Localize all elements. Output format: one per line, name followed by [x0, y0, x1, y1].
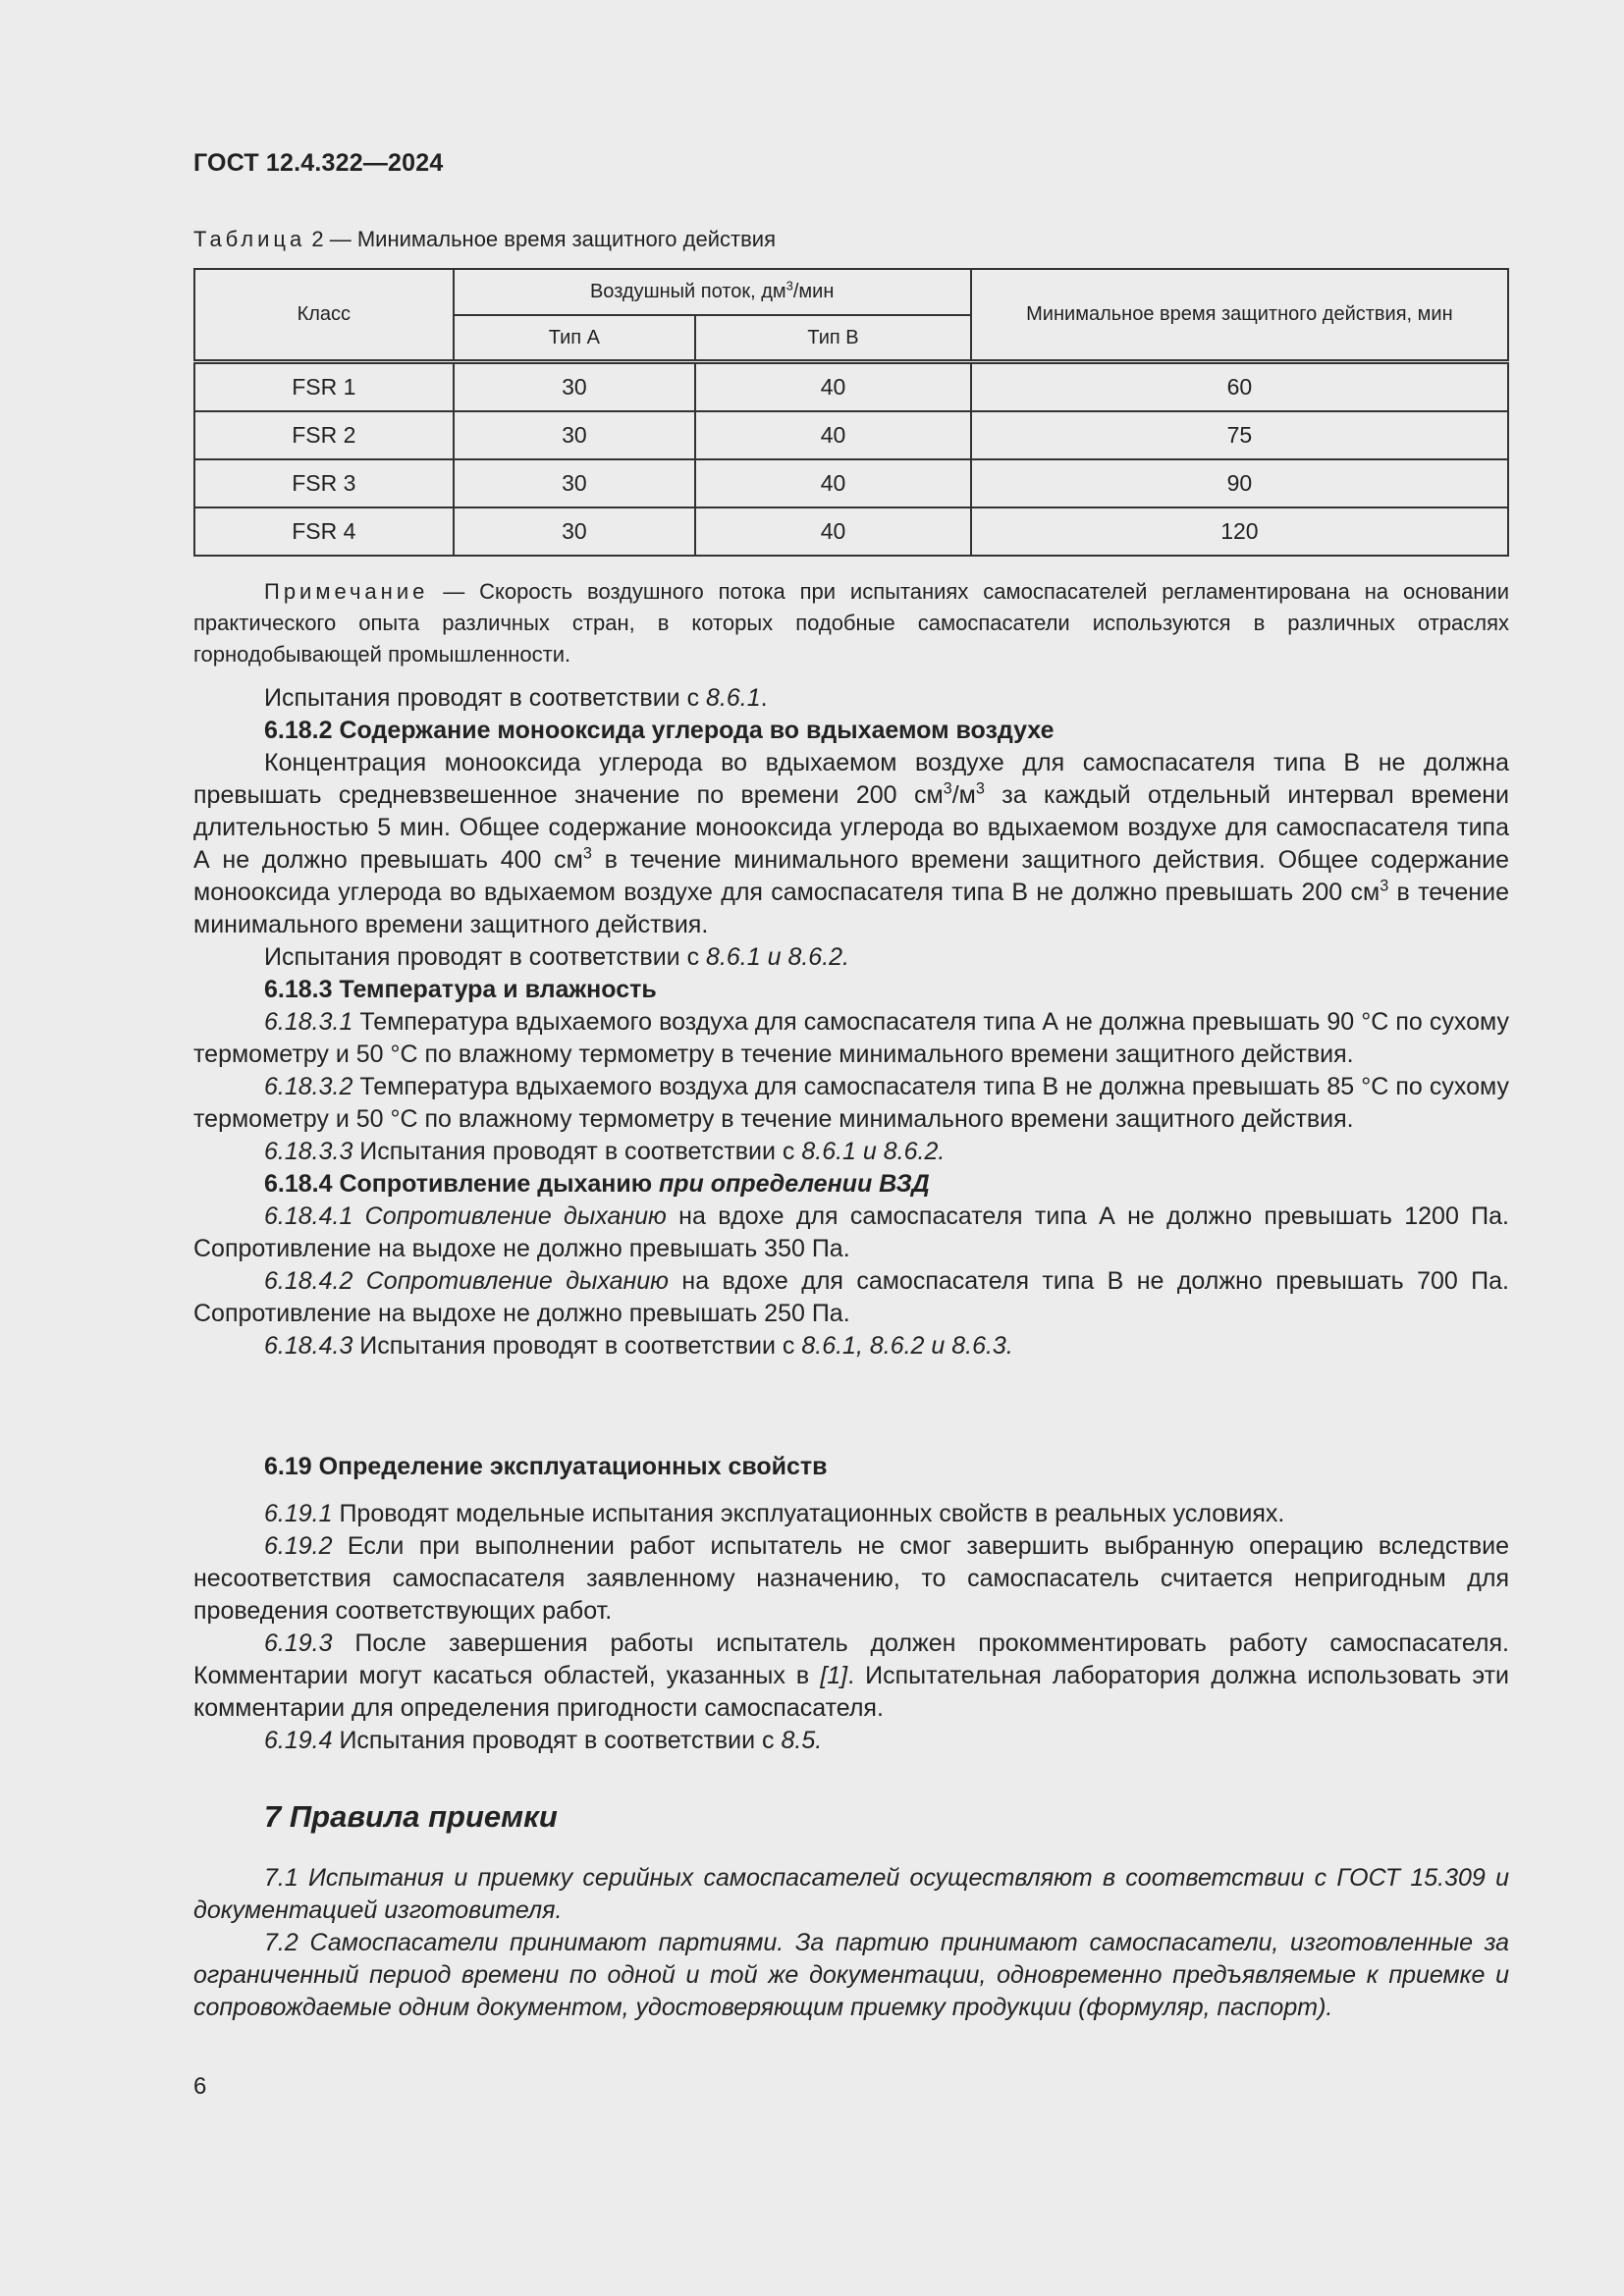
paragraph	[193, 682, 1509, 715]
paragraph-text: в течение минимального времени защитного действия. Общее содержание монооксида углерода во вдыхаемом воздухе для самоспасателя типа В не должно превышать 200 см	[193, 846, 1509, 906]
table-caption	[193, 227, 776, 252]
paragraph	[193, 1530, 1509, 1628]
paragraph	[193, 1330, 1509, 1362]
paragraph-text: Температура вдыхаемого воздуха для самоспасателя типа В не должна превышать 85 °С по сухому термометру и 50 °С по влажному термометру в течение минимального времени защитного действия.	[193, 1073, 1509, 1133]
header-type-b: Тип B	[695, 315, 971, 362]
paragraph	[193, 1006, 1509, 1071]
paragraph	[193, 941, 1509, 974]
paragraph-text: Проводят модельные испытания эксплуатационных свойств в реальных условиях.	[332, 1500, 1285, 1527]
paragraph	[193, 1498, 1509, 1530]
standard-header: ГОСТ 12.4.322—2024	[193, 149, 444, 177]
paragraph	[193, 1201, 1509, 1265]
cell-type-a: 30	[454, 362, 696, 412]
heading-6-18-4	[193, 1168, 1509, 1201]
paragraph-text: Испытания проводят в соответствии с	[264, 943, 707, 971]
heading-6-19: 6.19 Определение эксплуатационных свойств	[264, 1453, 828, 1480]
superscript: 3	[975, 779, 985, 798]
paragraph-text: Испытания проводят в соответствии с	[352, 1332, 802, 1360]
reference-link: 8.6.1	[706, 684, 761, 712]
reference-link: 8.6.1, 8.6.2 и 8.6.3.	[801, 1332, 1013, 1360]
paragraph-text: в течение минимального времени защитного действия.	[193, 879, 1509, 938]
table-caption-text: 2 — Минимальное время защитного действия	[305, 227, 776, 251]
clause-number: 6.19.4	[264, 1727, 333, 1754]
cell-min-time: 120	[971, 507, 1508, 556]
cell-class: FSR 2	[194, 411, 454, 459]
cell-min-time: 90	[971, 459, 1508, 507]
header-type-a: Тип A	[454, 315, 696, 362]
clause-number: 6.18.4.3	[264, 1332, 353, 1360]
cell-min-time: 75	[971, 411, 1508, 459]
clause-number: 6.19.3	[264, 1629, 333, 1657]
heading-text-italic: при определении ВЗД	[659, 1170, 930, 1198]
page-number: 6	[193, 2073, 207, 2100]
clause-number: 6.18.3.2	[264, 1073, 353, 1100]
header-class: Класс	[194, 269, 454, 362]
paragraph	[193, 1725, 1509, 1757]
paragraph-text: /м	[951, 781, 976, 809]
clause-number: 6.19.1	[264, 1500, 333, 1527]
cell-type-b: 40	[695, 362, 971, 412]
cell-min-time: 60	[971, 362, 1508, 412]
paragraph-text: Испытания проводят в соответствии с	[264, 684, 707, 712]
clause-number: 6.18.4.2 Сопротивление дыханию	[264, 1267, 669, 1295]
paragraph-text: Испытания проводят в соответствии с	[352, 1138, 802, 1165]
heading-6-18-3: 6.18.3 Температура и влажность	[264, 976, 657, 1003]
superscript: 3	[1380, 877, 1389, 895]
section-6-19-body	[193, 1451, 1509, 1757]
cell-class: FSR 1	[194, 362, 454, 412]
table-header-row	[194, 269, 1508, 315]
clause-number: 6.18.4.1 Сопротивление дыханию	[264, 1202, 667, 1230]
table-row	[194, 459, 1508, 507]
section-7-body	[193, 1862, 1509, 2024]
heading-section-7: 7 Правила приемки	[264, 1799, 558, 1834]
reference-link: 8.6.1 и 8.6.2.	[801, 1138, 946, 1165]
table-note	[193, 576, 1509, 670]
clause-number: 6.19.2	[264, 1532, 333, 1560]
table-caption-word: Таблица	[193, 227, 306, 251]
paragraph-text: Температура вдыхаемого воздуха для самоспасателя типа А не должна превышать 90 °С по сухому термометру и 50 °С по влажному термометру в течение минимального времени защитного действия.	[193, 1008, 1509, 1068]
cell-type-a: 30	[454, 459, 696, 507]
section-6-18-body	[193, 682, 1509, 1362]
cell-type-a: 30	[454, 507, 696, 556]
note-text: — Скорость воздушного потока при испытаниях самоспасателей регламентирована на основании практического опыта различных стран, в которых подобные самоспасатели используются в различных отраслях горнодобывающей промышленности.	[193, 579, 1509, 667]
cell-type-b: 40	[695, 459, 971, 507]
protection-time-table	[193, 268, 1509, 557]
paragraph-text: Испытания проводят в соответствии с	[332, 1727, 782, 1754]
cell-type-b: 40	[695, 507, 971, 556]
table-row	[194, 507, 1508, 556]
paragraph	[193, 1265, 1509, 1330]
clause-number: 6.18.3.1	[264, 1008, 353, 1036]
header-airflow-unit: /мин	[792, 281, 835, 302]
paragraph: 7.1 Испытания и приемку серийных самоспасателей осуществляют в соответствии с ГОСТ 15.309 и документацией изготовителя.	[193, 1864, 1509, 1924]
paragraph-text: на вдохе для самоспасателя типа А не должно превышать 1200 Па. Сопротивление на выдохе не должно превышать 350 Па.	[193, 1202, 1509, 1262]
reference-link: 8.5.	[781, 1727, 823, 1754]
paragraph-text: за каждый отдельный интервал времени длительностью 5 мин. Общее содержание монооксида углерода во вдыхаемом воздухе для самоспасателя типа А не должно превышать 400 см	[193, 781, 1509, 874]
paragraph	[193, 1136, 1509, 1168]
reference-link: 8.6.1 и 8.6.2.	[706, 943, 849, 971]
note-label: Примечание	[264, 579, 429, 604]
paragraph: 7.2 Самоспасатели принимают партиями. За партию принимают самоспасатели, изготовленные за ограниченный период времени по одной и той же документации, одновременно предъявляемые к приемке и сопровождаемые одним документом, удостоверяющим приемку продукции (формуляр, паспорт).	[193, 1929, 1509, 2021]
cell-class: FSR 3	[194, 459, 454, 507]
paragraph-text: на вдохе для самоспасателя типа В не должно превышать 700 Па. Сопротивление на выдохе не должно превышать 250 Па.	[193, 1267, 1509, 1327]
header-min-time: Минимальное время защитного действия, мин	[971, 269, 1508, 362]
superscript: 3	[582, 844, 592, 863]
paragraph	[193, 747, 1509, 941]
table-row	[194, 411, 1508, 459]
header-airflow	[454, 269, 971, 315]
paragraph	[193, 1628, 1509, 1725]
reference-link: [1]	[820, 1662, 848, 1689]
paragraph-text: После завершения работы испытатель должен прокомментировать работу самоспасателя. Комментарии могут касаться областей, указанных в	[193, 1629, 1509, 1689]
clause-number: 6.18.3.3	[264, 1138, 353, 1165]
paragraph	[193, 1071, 1509, 1136]
cell-type-a: 30	[454, 411, 696, 459]
superscript: 3	[943, 779, 952, 798]
table-row	[194, 362, 1508, 412]
paragraph-text: . Испытательная лаборатория должна использовать эти комментарии для определения пригодности самоспасателя.	[193, 1662, 1510, 1722]
header-airflow-sup: 3	[785, 278, 793, 294]
heading-6-18-2: 6.18.2 Содержание монооксида углерода во вдыхаемом воздухе	[264, 717, 1055, 744]
cell-type-b: 40	[695, 411, 971, 459]
heading-text: 6.18.4 Сопротивление дыханию	[264, 1170, 660, 1198]
paragraph-text: .	[760, 684, 768, 712]
paragraph-text: Если при выполнении работ испытатель не смог завершить выбранную операцию вследствие несоответствия самоспасателя заявленному назначению, то самоспасатель считается непригодным для проведения соответствующих работ.	[193, 1532, 1509, 1625]
header-airflow-text: Воздушный поток, дм	[589, 281, 786, 302]
paragraph-text: Концентрация монооксида углерода во вдыхаемом воздухе для самоспасателя типа В не должна превышать средневзвешенное значение по времени 200 см	[193, 749, 1509, 809]
cell-class: FSR 4	[194, 507, 454, 556]
